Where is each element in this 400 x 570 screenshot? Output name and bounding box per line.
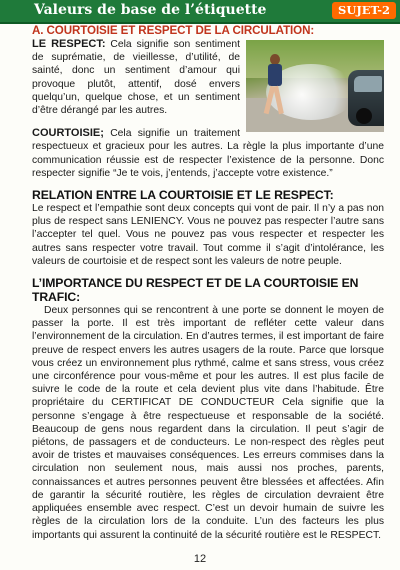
photo-car — [348, 70, 384, 126]
section-a-title: A. COURTOISIE ET RESPECT DE LA CIRCULATION: — [32, 24, 315, 37]
header-title: Valeurs de base de l’étiquette — [34, 2, 267, 18]
trafic-paragraph: Deux personnes qui se rencontrent à une porte se donnent le moyen de passer la porte. Il est très important de refléter cette valeur dans l’environnement de la circulation. En d’autres termes, il est important de faire preuve de respect envers les autres usagers de la route. Parce que lorsque vous créez un environnement plus rythmé, calme et sans stress, vous créez une circonférence pour vous-même et pour les autres. Il est plus facile de suivre le code de la route et cela devient plus vite dans l’habitude. Être propriétaire du CERTIFICAT DE CONDUCTEUR Cela signifie que la personne s’engage à être respectueuse et responsable de la société. Beaucoup de gens nous regardent dans la circulation. Il peut s’agir de piétons, de passagers et de conducteurs. Le non-respect des règles peut avoir de tristes et mauvaises conséquences. Les erreurs commises dans la circulation non seulement nous, mais aussi nos proches, parents, connaissances et autres personnes peuvent être blessées et affectées. Afin de garantir la sécurité routière, les règles de circulation devraient être appliquées ensemble avec respect. C’est un devoir humain de suivre les règles de la circulation lors de la conduite. L’un des facteurs les plus importants qui assurent la continuité de la sécurité routière est le RESPECT. — [32, 305, 384, 541]
traffic-photo — [246, 40, 384, 132]
respect-term: LE RESPECT: — [32, 38, 106, 50]
trafic-section-title: L’IMPORTANCE DU RESPECT ET DE LA COURTOISIE EN TRAFIC: — [32, 276, 359, 305]
photo-pedestrian — [264, 54, 286, 116]
relation-section-title: RELATION ENTRE LA COURTOISIE ET LE RESPECT: — [32, 188, 334, 203]
courtoisie-term: COURTOISIE; — [32, 127, 104, 140]
respect-text: Cela signifie son sentiment de suprématie, de vieillesse, d’utilité, de sainté, donc un sentiment d’amour qui provoque plutôt, attentif, dosé envers quelqu’un, quelque chose, et un sentiment d’être dérangé par les autres. — [32, 39, 240, 117]
courtoisie-paragraph — [32, 127, 384, 180]
page-content — [32, 24, 384, 542]
relation-paragraph: Le respect et l’empathie sont deux concepts qui vont de pair. Il n’y a pas non plus de respect sans LENIENCY. Vous ne pouvez pas respecter l’autre sans l’accepter tel quel. Vous ne pouvez pas vous respecter et respecter les autres sans respecter votre travail. Tout comme il s’agit d’intolérance, les valeurs de courtoisie et de respect sont les valeurs de notre peuple. — [32, 203, 384, 267]
subject-badge: SUJET-2 — [332, 2, 396, 19]
courtoisie-text: Cela signifie un traitement respectueux et gracieux pour les autres. La règle la plus importante d’une communication réussie est de respecter l’existence de la personne. Donc respecter signifie “Je te vois, j’entends, j’accepte votre existence.” — [32, 128, 384, 179]
page-number: 12 — [193, 553, 207, 565]
page-header — [0, 0, 400, 24]
